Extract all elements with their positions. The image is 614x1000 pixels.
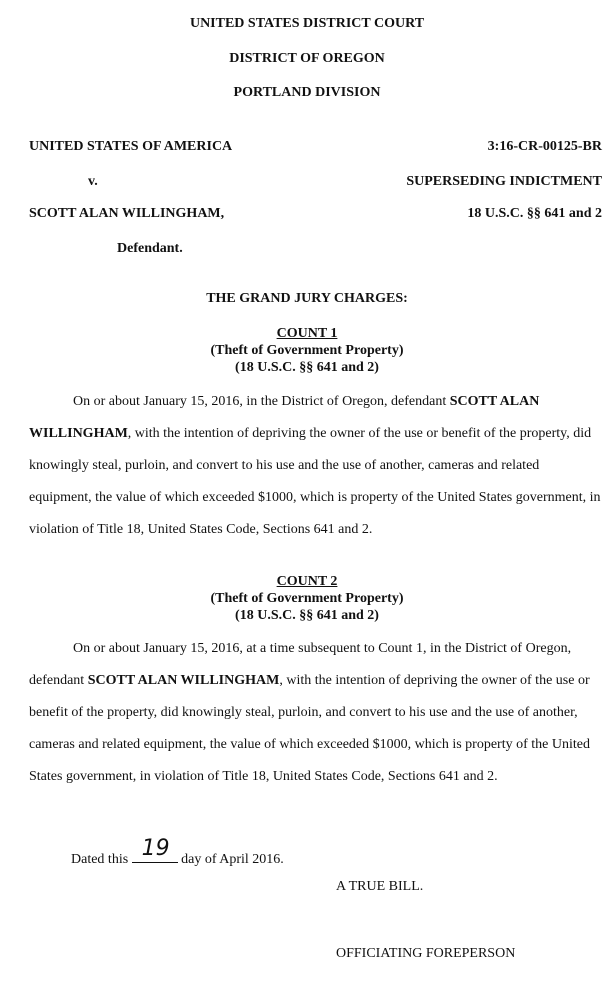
count1-statute: (18 U.S.C. §§ 641 and 2) [235,360,379,375]
true-bill: A TRUE BILL. [336,879,424,894]
versus: v. [88,174,98,189]
plaintiff: UNITED STATES OF AMERICA [29,139,233,154]
count1-defendant: SCOTT ALAN WILLINGHAM [29,394,540,441]
dated-line [71,836,284,868]
defendant-label: Defendant. [117,241,183,256]
count2-subtitle: (Theft of Government Property) [210,591,404,606]
count2-title: COUNT 2 [276,574,338,589]
dated-prefix: Dated this [71,852,129,867]
document-type: SUPERSEDING INDICTMENT [406,174,602,189]
count1-text-after: , with the intention of depriving the owner of the use or benefit of the property, did knowingly steal, purloin, and convert to his use and the use of another, cameras and related equipment, the value of which exceeded $1000, which is property of the United States government, in violation of Title 18, United States Code, Sections 641 and 2. [29,426,601,537]
defendant-name: SCOTT ALAN WILLINGHAM, [29,206,225,221]
count2-paragraph [29,633,601,793]
dated-day: 19 [141,836,170,861]
division-name: PORTLAND DIVISION [233,85,381,100]
case-number: 3:16-CR-00125-BR [487,139,602,154]
count2-heading [0,573,614,624]
count1-heading [0,325,614,376]
count2-statute: (18 U.S.C. §§ 641 and 2) [235,608,379,623]
count2-text-after: , with the intention of depriving the owner of the use or benefit of the property, did knowingly steal, purloin, and convert to his use and the use of another, cameras and related equipment, the value of which exceeded $1000, which is property of the United States government, in violation of Title 18, United States Code, Sections 641 and 2. [29,673,590,784]
count2-defendant: SCOTT ALAN WILLINGHAM [87,673,280,688]
court-name: UNITED STATES DISTRICT COURT [189,16,425,31]
count1-paragraph [29,386,601,546]
dated-suffix: day of April 2016. [181,852,284,867]
count1-subtitle: (Theft of Government Property) [210,343,404,358]
count1-title: COUNT 1 [276,326,338,341]
district-name: DISTRICT OF OREGON [229,51,385,66]
count2-text-before: On or about January 15, 2016, at a time subsequent to Count 1, in the District of Oregon, defendant [29,641,572,688]
dated-day-blank [132,836,178,863]
statute: 18 U.S.C. §§ 641 and 2 [467,206,602,221]
foreperson-label: OFFICIATING FOREPERSON [336,946,516,961]
count1-text-before: On or about January 15, 2016, in the District of Oregon, defendant [73,394,450,409]
charges-heading: THE GRAND JURY CHARGES: [206,291,408,306]
